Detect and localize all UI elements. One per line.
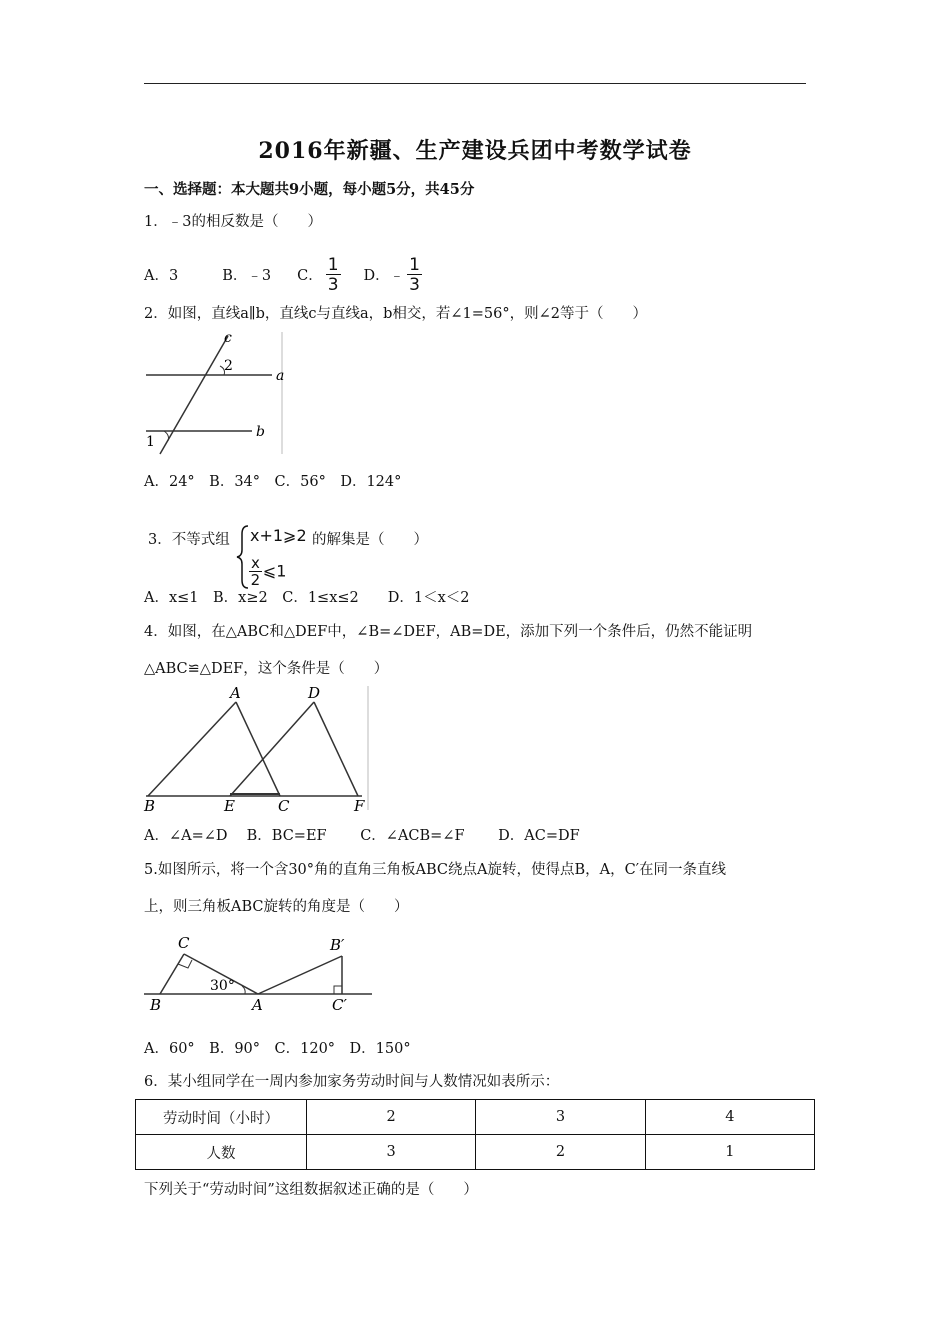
table-cell: 3 (476, 1100, 645, 1135)
q5-label-angle: 30° (210, 978, 235, 994)
q2-label-b: b (256, 424, 265, 440)
q1-option-d: D．﹣ (363, 267, 405, 284)
q5-line1: 5.如图所示，将一个含30°角的直角三角板ABC绕点A旋转，使得点B，A，C′在同一条直线 (144, 862, 727, 878)
q4-label-e: E (224, 797, 235, 814)
q5-label-a: A (252, 996, 263, 1014)
q5-label-b: B (150, 996, 162, 1014)
q5-label-c-prime: C′ (332, 996, 347, 1014)
table-cell: 2 (307, 1100, 476, 1135)
table-cell: 劳动时间（小时） (136, 1100, 307, 1135)
q2-label-c: c (224, 330, 232, 346)
q5-label-c: C (178, 934, 190, 952)
q2-label-a: a (276, 368, 285, 384)
q1-fraction-d: $\frac{1}{3}$ (409, 255, 420, 295)
q3-inequality-1: x+1⩾2 (250, 526, 307, 545)
q1-stem: 1．﹣3的相反数是（ ） (144, 214, 322, 230)
q2-options: A．24° B．34° C．56° D．124° (144, 474, 402, 490)
q1-fraction-c: $\frac{1}{3}$ (327, 255, 339, 295)
q4-line2: △ABC≌△DEF，这个条件是（ ） (144, 661, 389, 677)
q2-stem: 2．如图，直线a∥b，直线c与直线a，b相交，若∠1=56°，则∠2等于（ ） (144, 306, 647, 322)
q6-after: 下列关于“劳动时间”这组数据叙述正确的是（ ） (144, 1182, 478, 1198)
q6-table (135, 1099, 815, 1170)
top-rule (144, 83, 806, 84)
table-cell: 3 (307, 1135, 476, 1170)
q4-line1: 4．如图，在△ABC和△DEF中，∠B=∠DEF，AB=DE，添加下列一个条件后，仍然不能证明 (144, 624, 753, 640)
q4-label-d: D (308, 684, 321, 702)
table-row (136, 1135, 815, 1170)
q1-option-b: B．﹣3 (222, 267, 272, 284)
q4-label-a: A (230, 684, 241, 702)
table-cell: 2 (476, 1135, 645, 1170)
q1-option-a: A．3 (144, 267, 179, 284)
q1-options (144, 256, 425, 295)
q5-line2: 上，则三角板ABC旋转的角度是（ ） (144, 899, 409, 915)
q5-figure (140, 930, 376, 1018)
table-row (136, 1100, 815, 1135)
q4-label-c: C (278, 797, 290, 814)
q4-options: A．∠A=∠D B．BC=EF C．∠ACB=∠F D．AC=DF (144, 828, 580, 844)
q3-inequality-2: $\frac{x}{2}$ ⩽1 (250, 554, 287, 589)
q5-label-b-prime: B′ (330, 936, 345, 954)
q3-options: A．x≤1 B．x≥2 C．1≤x≤2 D．1＜x＜2 (144, 590, 470, 606)
table-cell: 4 (645, 1100, 814, 1135)
table-cell: 1 (645, 1135, 814, 1170)
q4-label-f: F (354, 797, 365, 814)
table-cell: 人数 (136, 1135, 307, 1170)
q2-label-2: 2 (224, 358, 233, 374)
page-title: 2016年新疆、生产建设兵团中考数学试卷 (258, 138, 692, 164)
q4-label-b: B (144, 797, 156, 814)
q5-options: A．60° B．90° C．120° D．150° (144, 1041, 411, 1057)
q3-stem-post: 的解集是（ ） (312, 532, 428, 548)
q6-stem: 6．某小组同学在一周内参加家务劳动时间与人数情况如表所示： (144, 1074, 560, 1090)
q2-label-1: 1 (146, 434, 155, 450)
q1-option-c: C． (297, 267, 323, 284)
q2-figure (140, 330, 290, 458)
q3-stem-pre: 3．不等式组 (148, 532, 230, 548)
section-heading: 一、选择题：本大题共9小题，每小题5分，共45分 (144, 181, 475, 198)
q4-figure (140, 684, 372, 814)
